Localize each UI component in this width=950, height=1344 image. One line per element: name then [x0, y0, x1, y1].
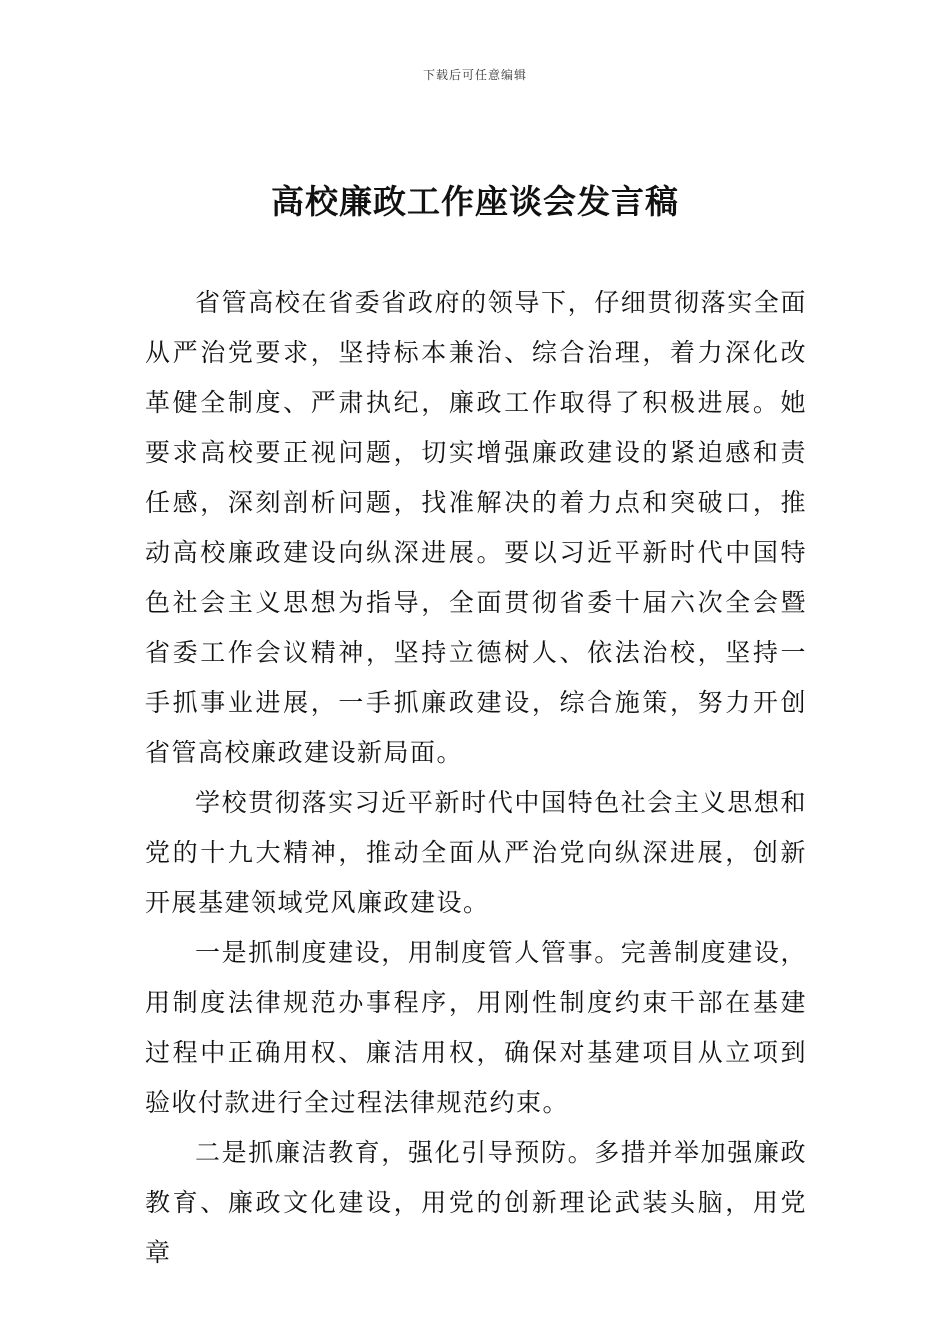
paragraph-1: 省管高校在省委省政府的领导下，仔细贯彻落实全面从严治党要求，坚持标本兼治、综合治理，着力深化改革健全制度、严肃执纪，廉政工作取得了积极进展。她要求高校要正视问题，切实增强廉政建设的紧迫感和责任感，深刻剖析问题，找准解决的着力点和突破口，推动高校廉政建设向纵深进展。要以习近平新时代中国特色社会主义思想为指导，全面贯彻省委十届六次全会暨省委工作会议精神，坚持立德树人、依法治校，坚持一手抓事业进展，一手抓廉政建设，综合施策，努力开创省管高校廉政建设新局面。 — [145, 288, 807, 767]
paragraph-3: 一是抓制度建设，用制度管人管事。完善制度建设，用制度法律规范办事程序，用刚性制度约束干部在基建过程中正确用权、廉洁用权，确保对基建项目从立项到验收付款进行全过程法律规范约束。 — [145, 938, 807, 1117]
document-body — [145, 278, 807, 1278]
document-title: 高校廉政工作座谈会发言稿 — [271, 182, 679, 221]
paragraph-4: 二是抓廉洁教育，强化引导预防。多措并举加强廉政教育、廉政文化建设，用党的创新理论武装头脑，用党章 — [145, 1138, 807, 1267]
paragraph-2: 学校贯彻落实习近平新时代中国特色社会主义思想和党的十九大精神，推动全面从严治党向纵深进展，创新开展基建领域党风廉政建设。 — [145, 788, 807, 917]
page-header-note: 下载后可任意编辑 — [422, 68, 527, 82]
